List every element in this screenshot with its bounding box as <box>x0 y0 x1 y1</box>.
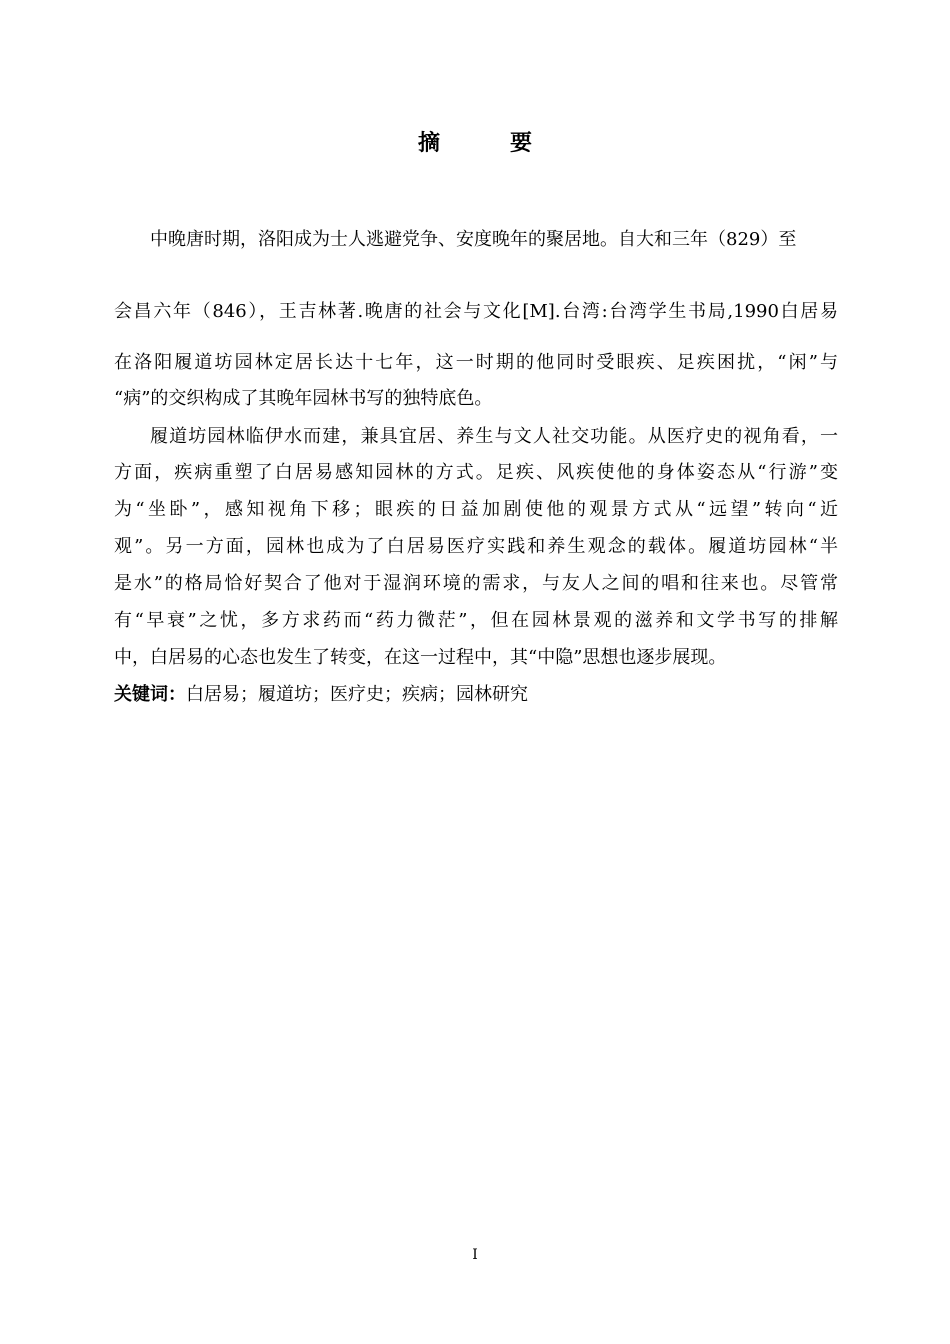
abstract-line: 方面，疾病重塑了白居易感知园林的方式。足疾、风疾使他的身体姿态从“行游”变 <box>114 462 838 483</box>
abstract-line: 有“早衰”之忧，多方求药而“药力微茫”，但在园林景观的滋养和文学书写的排解 <box>114 610 838 631</box>
abstract-line: “病”的交织构成了其晚年园林书写的独特底色。 <box>114 388 493 409</box>
abstract-line: 中晚唐时期，洛阳成为士人逃避党争、安度晚年的聚居地。自大和三年（829）至 <box>150 229 797 250</box>
keywords-line <box>114 683 838 707</box>
abstract-line: 中，白居易的心态也发生了转变，在这一过程中，其“中隐”思想也逐步展现。 <box>114 647 727 668</box>
abstract-title: 摘 要 <box>417 131 556 156</box>
abstract-line: 为“坐卧”，感知视角下移；眼疾的日益加剧使他的观景方式从“远望”转向“近 <box>114 499 838 520</box>
abstract-line: 在洛阳履道坊园林定居长达十七年，这一时期的他同时受眼疾、足疾困扰，“闲”与 <box>114 352 838 373</box>
abstract-line: 会昌六年（846），王吉林著.晚唐的社会与文化[M].台湾:台湾学生书局,1990白居易 <box>114 301 838 322</box>
page-number: I <box>472 1247 478 1263</box>
abstract-line: 是水”的格局恰好契合了他对于湿润环境的需求，与友人之间的唱和往来也。尽管常 <box>114 573 838 594</box>
abstract-line: 观”。另一方面，园林也成为了白居易医疗实践和养生观念的载体。履道坊园林“半 <box>114 536 838 557</box>
abstract-line: 履道坊园林临伊水而建，兼具宜居、养生与文人社交功能。从医疗史的视角看，一 <box>150 426 838 447</box>
keywords-label: 关键词： <box>114 684 186 705</box>
keywords-value: 白居易；履道坊；医疗史；疾病；园林研究 <box>186 684 528 705</box>
